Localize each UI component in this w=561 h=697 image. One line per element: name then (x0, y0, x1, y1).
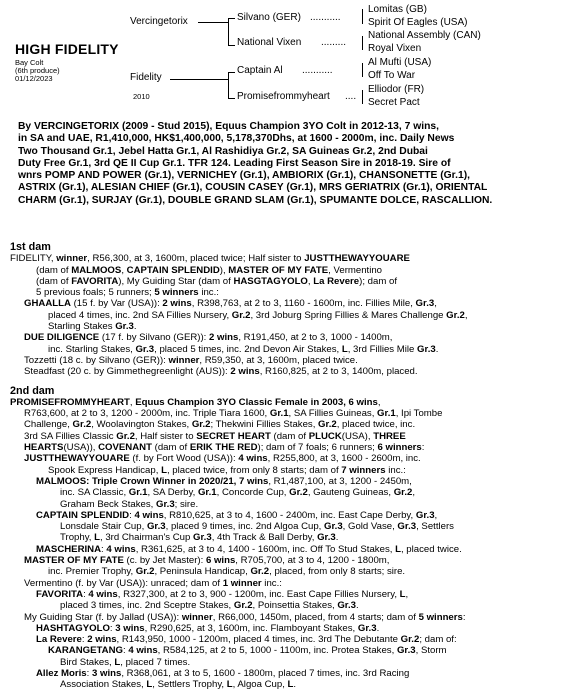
ggp-name: Elliodor (FR) (368, 84, 425, 95)
dam-sire-name: Captain Al (237, 65, 283, 76)
sire-summary-line: in SA and UAE, R1,410,000, HK$1,400,000, 5,178,370Dhs, at 1600 - 2000m, inc. Daily News (18, 133, 455, 145)
second-dam-body (10, 397, 555, 691)
second-dam-line: Vermentino (f. by Var (USA)): unraced; dam of 1 winner inc.: (24, 577, 282, 589)
sire-summary-line: Two Thousand Gr.1, Jebel Hatta Gr.1, Al Rashidiya Gr.2, SA Guineas Gr.2, 2nd Dubai (18, 145, 428, 157)
first-dam-line: (dam of MALMOOS, CAPTAIN SPLENDID), MASTER OF MY FATE, Vermentino (36, 264, 383, 276)
sire-summary-line: wnrs POMP AND POWER (Gr.1), VERNICHEY (Gr.1), AMBIORIX (Gr.1), CHANSONETTE (Gr.1), (18, 170, 470, 182)
horse-produce: (6th produce) (15, 66, 60, 75)
second-dam-line: placed 3 times, inc. 2nd Sceptre Stakes, Gr.2, Poinsettia Stakes, Gr.3. (60, 600, 359, 612)
ggp-name: Secret Pact (368, 97, 420, 108)
first-dam-line: Starling Stakes Gr.3. (48, 321, 137, 333)
second-dam-line: Challenge, Gr.2, Woolavington Stakes, Gr.2; Thekwini Fillies Stakes, Gr.2, placed twice, inc. (24, 419, 416, 431)
second-dam-line: FAVORITA: 4 wins, R327,300, at 2 to 3, 900 - 1200m, inc. East Cape Fillies Nursery, L, (36, 588, 409, 600)
horse-dob: 01/12/2023 (15, 74, 53, 83)
second-dam-line: MASTER OF MY FATE (c. by Jet Master): 6 wins, R705,700, at 3 to 4, 1200 - 1800m, (24, 555, 390, 567)
second-dam-line: KARANGETANG: 4 wins, R584,125, at 2 to 5, 1000 - 1100m, inc. Protea Stakes, Gr.3, Storm (48, 645, 447, 657)
first-dam-line: Steadfast (20 c. by Gimmethegreenlight (AUS)): 2 wins, R160,825, at 2 to 3, 1400m, placed. (24, 366, 418, 378)
ggp-name: Off To War (368, 70, 416, 81)
sire-dam-name: National Vixen (237, 37, 302, 48)
first-dam-body (10, 253, 555, 377)
sire-summary-line: ASTRIX (Gr.1), ALESIAN CHIEF (Gr.1), COUSIN CASEY (Gr.1), MRS GERIATRIX (Gr.1), ORIENTAL (18, 182, 488, 194)
horse-name: HIGH FIDELITY (15, 41, 119, 57)
sire-summary (18, 121, 554, 207)
second-dam-line: Lonsdale Stair Cup, Gr.3, placed 9 times, inc. 2nd Algoa Cup, Gr.3, Gold Vase, Gr.3, Settlers (60, 521, 454, 533)
sire-summary-line: By VERCINGETORIX (2009 - Stud 2015), Equus Champion 3YO Colt in 2012-13, 7 wins, (18, 121, 439, 132)
second-dam-line: Trophy, L, 3rd Chairman's Cup Gr.3, 4th Track & Ball Derby, Gr.3. (60, 532, 339, 544)
second-dam-line: Graham Beck Stakes, Gr.3; sire. (60, 498, 199, 510)
second-dam-line: 3rd SA Fillies Classic Gr.2, Half sister to SECRET HEART (dam of PLUCK(USA), THREE (24, 430, 406, 442)
first-dam-line: inc. Starling Stakes, Gr.3, placed 5 times, inc. 2nd Devon Air Stakes, L, 3rd Fillies Mile Gr.3. (48, 343, 439, 355)
second-dam-line: PROMISEFROMMYHEART, Equus Champion 3YO Classic Female in 2003, 6 wins, (10, 396, 381, 408)
second-dam-line: JUSTTHEWAYYOUARE (f. by Fort Wood (USA)): 4 wins, R255,800, at 3, 1600 - 2600m, inc. (24, 453, 421, 465)
second-dam-line: Association Stakes, L, Settlers Trophy, L, Algoa Cup, L. (60, 679, 297, 691)
second-dam-line: Bird Stakes, L, placed 7 times. (60, 656, 191, 668)
first-dam-heading: 1st dam (10, 241, 51, 253)
ggp-name: Spirit Of Eagles (USA) (368, 17, 468, 28)
second-dam-heading: 2nd dam (10, 384, 55, 397)
first-dam-line: DUE DILIGENCE (17 f. by Silvano (GER)): 2 wins, R191,450, at 2 to 3, 1000 - 1400m, (24, 332, 393, 344)
ggp-name: Al Mufti (USA) (368, 57, 432, 68)
sire-sire-name: Silvano (GER) (237, 12, 301, 23)
second-dam-line: inc. Premier Trophy, Gr.2, Peninsula Handicap, Gr.2, placed, from only 8 starts; sire. (48, 566, 406, 578)
sire-name: Vercingetorix (130, 16, 188, 27)
ggp-name: National Assembly (CAN) (368, 30, 481, 41)
second-dam-line: Spook Express Handicap, L, placed twice, from only 8 starts; dam of 7 winners inc.: (48, 464, 406, 476)
second-dam-line: My Guiding Star (f. by Jallad (USA)): winner, R66,000, 1450m, placed, from 4 starts; dam of 5 winners: (24, 611, 466, 623)
second-dam-line: Allez Moris: 3 wins, R368,061, at 3 to 5, 1600 - 1800m, placed 7 times, inc. 3rd Racing (36, 667, 410, 679)
sire-summary-line: CHARM (Gr.1), SURJAY (Gr.1), DOUBLE GRAND SLAM (Gr.1), SPUMANTE DOLCE, RASCALLION. (18, 194, 493, 206)
first-dam-line: (dam of FAVORITA), My Guiding Star (dam of HASGTAGYOLO, La Revere); dam of (36, 275, 397, 287)
dam-year: 2010 (133, 92, 150, 101)
first-dam-line: placed 4 times, inc. 2nd SA Fillies Nursery, Gr.2, 3rd Joburg Spring Fillies & Mares Challenge Gr.2, (48, 309, 468, 321)
first-dam-line: Tozzetti (18 c. by Silvano (GER)): winner, R59,350, at 3, 1600m, placed twice. (24, 354, 358, 366)
ggp-name: Royal Vixen (368, 43, 422, 54)
second-dam-line: MALMOOS: Triple Crown Winner in 2020/21, 7 wins, R1,487,100, at 3, 1200 - 2450m, (36, 475, 412, 487)
second-dam-line: CAPTAIN SPLENDID: 4 wins, R810,625, at 3 to 4, 1600 - 2400m, inc. East Cape Derby, Gr.3, (36, 509, 438, 521)
first-dam-line: GHAALLA (15 f. by Var (USA)): 2 wins, R398,763, at 2 to 3, 1160 - 1600m, inc. Fillies Mile, Gr.3, (24, 298, 437, 310)
first-dam-line: FIDELITY, winner, R56,300, at 3, 1600m, placed twice; Half sister to JUSTTHEWAYYOUARE (10, 253, 410, 265)
horse-colour: Bay Colt (15, 58, 44, 67)
dam-sections (10, 242, 555, 691)
first-dam-line: 5 previous foals; 5 runners; 5 winners inc.: (36, 287, 219, 299)
second-dam-line: R763,600, at 2 to 3, 1200 - 2000m, inc. Triple Tiara 1600, Gr.1, SA Fillies Guineas, Gr.1, Ipi Tombe (24, 408, 443, 420)
second-dam-line: La Revere: 2 wins, R143,950, 1000 - 1200m, placed 4 times, inc. 3rd The Debutante Gr.2; dam of: (36, 634, 457, 646)
second-dam-line: inc. SA Classic, Gr.1, SA Derby, Gr.1, Concorde Cup, Gr.2, Gauteng Guineas, Gr.2, (60, 487, 416, 499)
second-dam-line: HEARTS(USA)), COVENANT (dam of ERIK THE RED); dam of 7 foals; 6 runners; 6 winners: (24, 442, 425, 454)
dam-name: Fidelity (130, 72, 162, 83)
dam-dam-name: Promisefrommyheart (237, 91, 330, 102)
ggp-name: Lomitas (GB) (368, 4, 427, 15)
sire-summary-line: Duty Free Gr.1, 3rd QE II Cup Gr.1. TFR 124. Leading First Season Sire in 2018-19. Sire of (18, 157, 451, 169)
second-dam-line: HASHTAGYOLO: 3 wins, R290,625, at 3, 1600m, inc. Flamboyant Stakes, Gr.3. (36, 622, 380, 634)
second-dam-line: MASCHERINA: 4 wins, R361,625, at 3 to 4, 1400 - 1600m, inc. Off To Stud Stakes, L, placed twice. (36, 543, 462, 555)
